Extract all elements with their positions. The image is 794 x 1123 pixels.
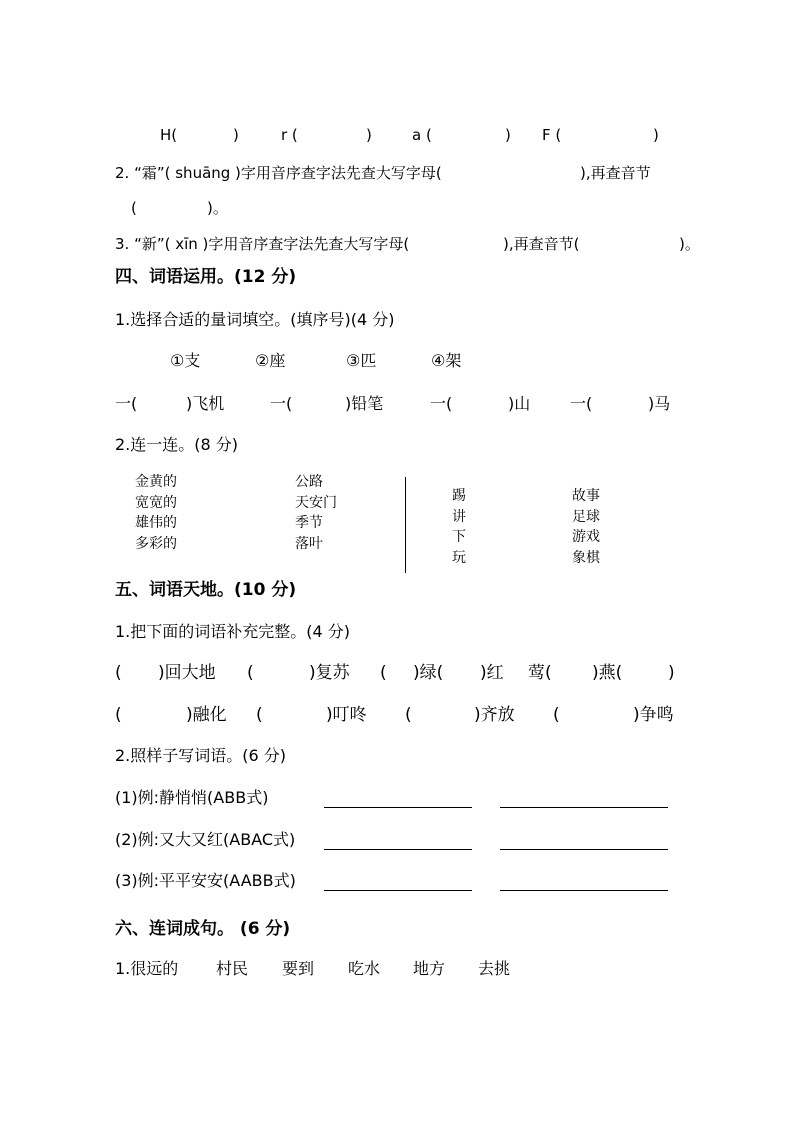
match-item: 多彩的 (135, 535, 177, 552)
fill-4-post: )马 (648, 394, 671, 413)
word-piece: 地方 (413, 959, 446, 978)
fill-2-pre: 一( (270, 394, 293, 413)
match-item: 玩 (452, 549, 466, 566)
word-piece: 吃水 (348, 959, 381, 978)
blank-close-a: ) (505, 126, 511, 144)
idiom-piece: )回大地 (158, 663, 216, 683)
idiom-piece: )争鸣 (633, 705, 674, 725)
word-piece: 村民 (216, 959, 249, 978)
match-item: 公路 (295, 474, 323, 490)
option-4: ④架 (431, 351, 462, 370)
fill-3-post: )山 (508, 394, 531, 413)
match-left-nouns (295, 472, 337, 554)
match-item: 雄伟的 (135, 515, 177, 531)
section-4-heading: 四、词语运用。(12 分) (115, 267, 297, 287)
idiom-piece: ( (115, 663, 122, 683)
word-piece: 去挑 (478, 959, 511, 978)
idiom-piece: ( (553, 705, 560, 725)
question-3-text: 3. “新”( xīn )字用音序查字法先查大写字母( (115, 235, 410, 253)
fill-3-pre: 一( (430, 394, 453, 413)
match-item: 金黄的 (135, 474, 177, 490)
idiom-piece: ( (405, 705, 412, 725)
column-divider (405, 477, 406, 573)
blank-close-F: ) (653, 126, 659, 144)
match-item: 宽宽的 (135, 494, 177, 511)
match-item: 踢 (452, 488, 466, 504)
idiom-piece: )红 (480, 663, 504, 683)
example-1: (1)例:静悄悄(ABB式) (115, 788, 269, 807)
idiom-piece: ( (380, 663, 387, 683)
blank-open-r: r ( (281, 126, 298, 144)
question-3-text-c: )。 (679, 235, 700, 253)
match-item: 故事 (572, 488, 600, 504)
answer-line (324, 807, 472, 808)
fill-2-post: )铅笔 (345, 394, 384, 413)
section-5-q1-title: 1.把下面的词语补充完整。(4 分) (115, 622, 351, 641)
fill-1-post: )飞机 (186, 394, 225, 413)
idiom-piece: )融化 (186, 705, 227, 725)
fill-4-pre: 一( (570, 394, 593, 413)
answer-line (324, 849, 472, 850)
idiom-piece: )燕( (592, 663, 623, 683)
section-6-heading: 六、连词成句。 (6 分) (115, 919, 291, 939)
fill-1-pre: 一( (115, 394, 138, 413)
blank-open-H: H( (160, 126, 178, 144)
question-2-blank-open: ( (131, 199, 137, 217)
section-5-q2-title: 2.照样子写词语。(6 分) (115, 746, 287, 765)
match-item: 讲 (452, 508, 466, 525)
question-2-text: 2. “霜”( shuāng )字用音序查字法先查大写字母( (115, 164, 442, 182)
match-item: 季节 (295, 515, 323, 531)
match-right-objects (572, 486, 600, 568)
example-3: (3)例:平平安安(AABB式) (115, 871, 296, 890)
idiom-piece: ( (247, 663, 254, 683)
idiom-piece: ) (668, 663, 675, 683)
match-right-verbs (452, 486, 466, 568)
answer-line (500, 849, 668, 850)
question-2-text-b: ),再查音节 (580, 164, 651, 182)
match-item: 落叶 (295, 535, 323, 552)
answer-line (324, 890, 472, 891)
blank-close-r: ) (366, 126, 372, 144)
blank-open-F: F ( (542, 126, 562, 144)
idiom-piece: )叮咚 (326, 705, 367, 725)
answer-line (500, 890, 668, 891)
option-2: ②座 (255, 351, 286, 370)
section-4-q1-title: 1.选择合适的量词填空。(填序号)(4 分) (115, 310, 395, 329)
option-3: ③匹 (346, 351, 377, 370)
answer-line (500, 807, 668, 808)
option-1: ①支 (170, 351, 201, 370)
idiom-piece: )绿( (413, 663, 444, 683)
word-piece: 1.很远的 (115, 959, 179, 978)
match-item: 象棋 (572, 549, 600, 566)
idiom-piece: ( (115, 705, 122, 725)
word-piece: 要到 (282, 959, 315, 978)
idiom-piece: )复苏 (309, 663, 350, 683)
idiom-piece: 莺( (528, 663, 552, 683)
idiom-piece: ( (256, 705, 263, 725)
blank-close-H: ) (233, 126, 239, 144)
match-left-adjectives (135, 472, 177, 554)
question-2-blank-close: )。 (207, 199, 228, 217)
example-2: (2)例:又大又红(ABAC式) (115, 830, 296, 849)
match-item: 下 (452, 529, 466, 545)
section-4-q2-title: 2.连一连。(8 分) (115, 435, 239, 454)
match-item: 游戏 (572, 529, 600, 545)
match-item: 足球 (572, 508, 600, 525)
section-5-heading: 五、词语天地。(10 分) (115, 580, 297, 600)
question-3-text-b: ),再查音节( (503, 235, 580, 253)
match-item: 天安门 (295, 494, 337, 511)
idiom-piece: )齐放 (474, 705, 515, 725)
blank-open-a: a ( (412, 126, 432, 144)
